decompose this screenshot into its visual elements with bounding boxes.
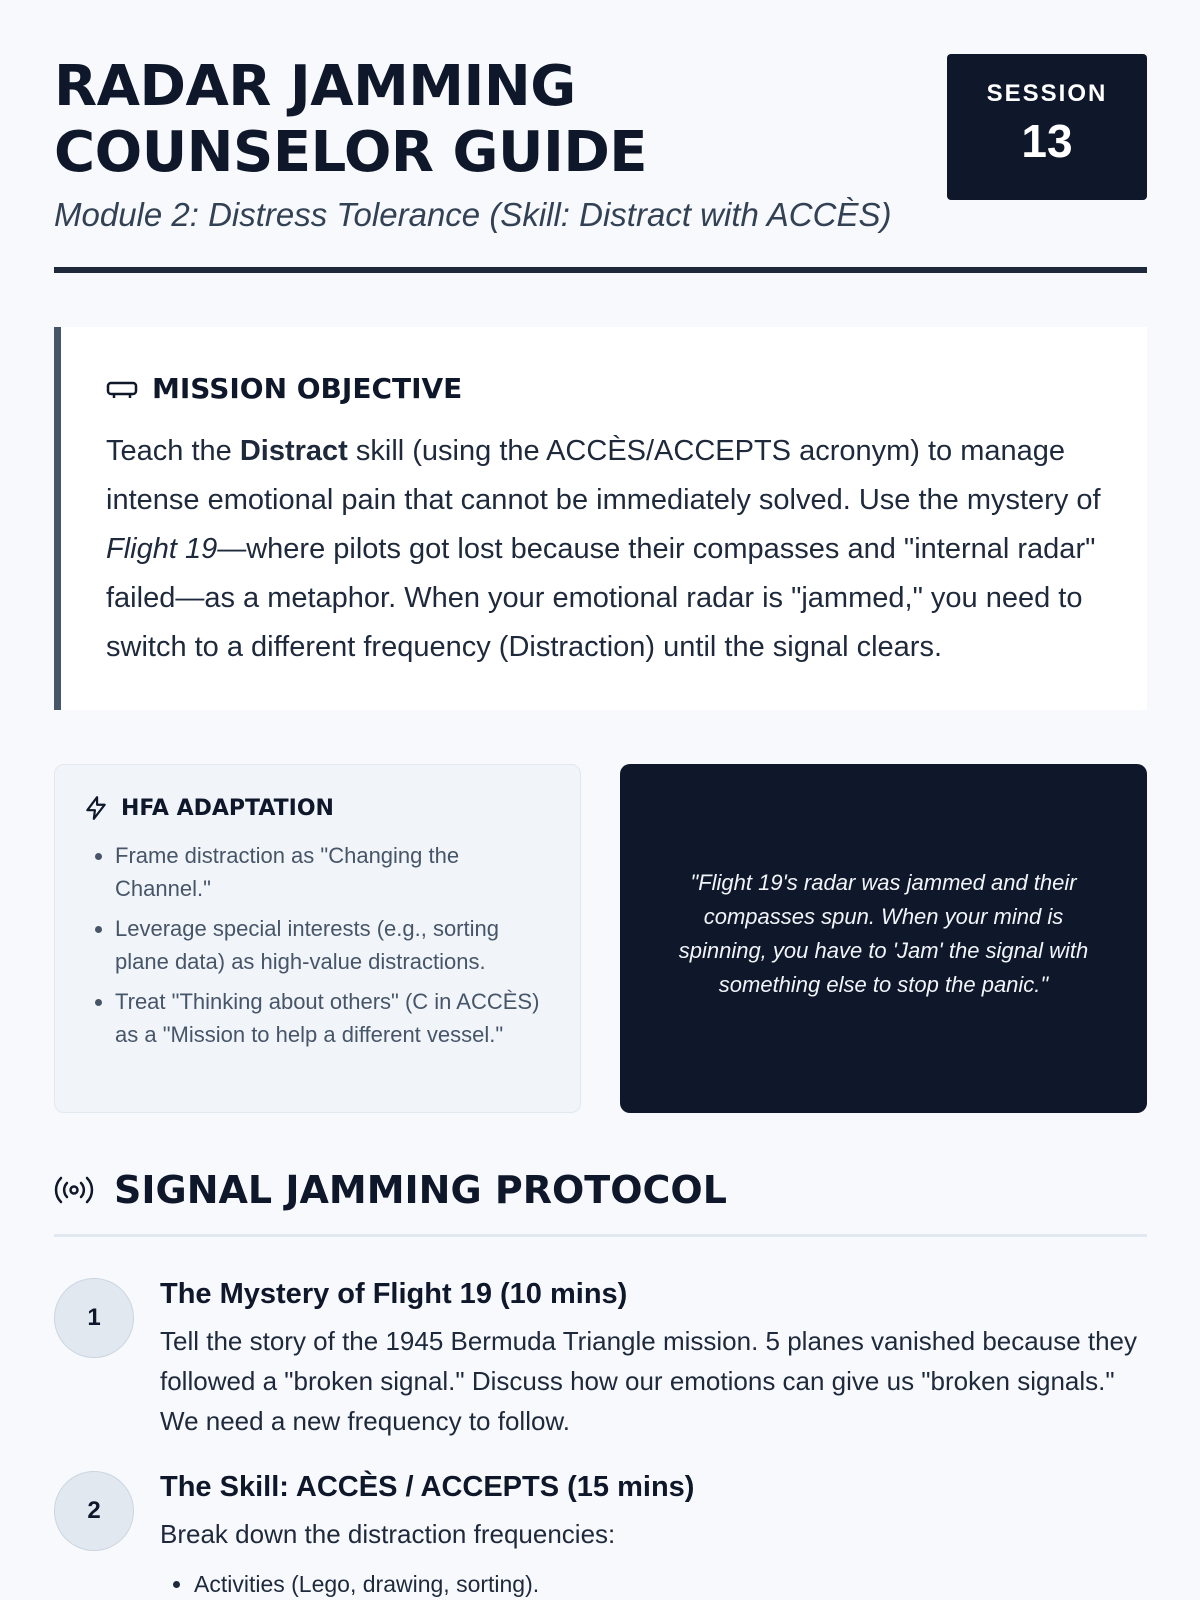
hfa-heading — [83, 795, 334, 821]
session-badge — [947, 54, 1147, 200]
signal-icon — [54, 1174, 94, 1206]
lightning-icon — [83, 795, 109, 821]
header-divider — [54, 267, 1147, 273]
quote-card — [620, 764, 1147, 1113]
objective-text-bold: Distract — [239, 435, 348, 467]
step-title: The Mystery of Flight 19 (10 mins) — [160, 1278, 628, 1310]
objective-text — [106, 427, 1116, 672]
hfa-item: • Treat "Thinking about others" (C in ACCÈS) as a "Mission to help a different vessel." — [115, 985, 555, 1051]
step-number: 2 — [54, 1471, 134, 1551]
step-body — [160, 1471, 1150, 1600]
protocol-divider — [54, 1234, 1147, 1237]
module-subtitle: Module 2: Distress Tolerance (Skill: Distract with ACCÈS) — [54, 196, 892, 233]
step-description: Break down the distraction frequencies: — [160, 1519, 616, 1549]
hfa-item: • Leverage special interests (e.g., sorting plane data) as high-value distractions. — [115, 912, 555, 978]
frequency-item: • Activities (Lego, drawing, sorting). — [194, 1564, 1150, 1600]
step-body — [160, 1278, 1150, 1441]
hfa-title: HFA ADAPTATION — [121, 795, 334, 821]
objective-title: MISSION OBJECTIVE — [152, 372, 463, 405]
quote-text: "Flight 19's radar was jammed and their compasses spun. When your mind is spinning, you have to 'Jam' the signal with something else to stop the panic." — [678, 869, 1089, 997]
guide-header — [54, 0, 1147, 274]
objective-text-part: skill (using the ACCÈS/ACCEPTS acronym) to manage intense emotional pain that cannot be immediately solved. Use the mystery of — [106, 435, 1101, 516]
hfa-adaptation-card — [54, 764, 581, 1113]
step-description: Tell the story of the 1945 Bermuda Triangle mission. 5 planes vanished because they followed a "broken signal." Discuss how our emotions can give us "broken signals." We need a new frequency to follow. — [160, 1326, 1138, 1436]
mission-objective-card — [54, 327, 1147, 710]
radar-icon — [106, 377, 138, 401]
step-title: The Skill: ACCÈS / ACCEPTS (15 mins) — [160, 1471, 695, 1503]
page-title: RADAR JAMMING COUNSELOR GUIDE — [54, 54, 648, 185]
objective-text-part: —where pilots got lost because their compasses and "internal radar" failed—as a metaphor. When your emotional radar is "jammed," you need to switch to a different frequency (Distraction) until the signal clears. — [106, 533, 1096, 663]
frequency-list — [194, 1564, 1150, 1600]
hfa-list — [115, 839, 555, 1058]
guide-page — [54, 0, 1147, 1597]
session-number: 13 — [1021, 115, 1073, 167]
hfa-item: • Frame distraction as "Changing the Channel." — [115, 839, 555, 905]
objective-text-italic: Flight 19 — [106, 533, 218, 565]
objective-heading — [106, 372, 462, 405]
protocol-heading — [54, 1168, 727, 1212]
step-number: 1 — [54, 1278, 134, 1358]
objective-text-part: Teach the — [106, 435, 240, 467]
session-label: SESSION — [986, 80, 1108, 107]
protocol-title: SIGNAL JAMMING PROTOCOL — [114, 1168, 727, 1212]
